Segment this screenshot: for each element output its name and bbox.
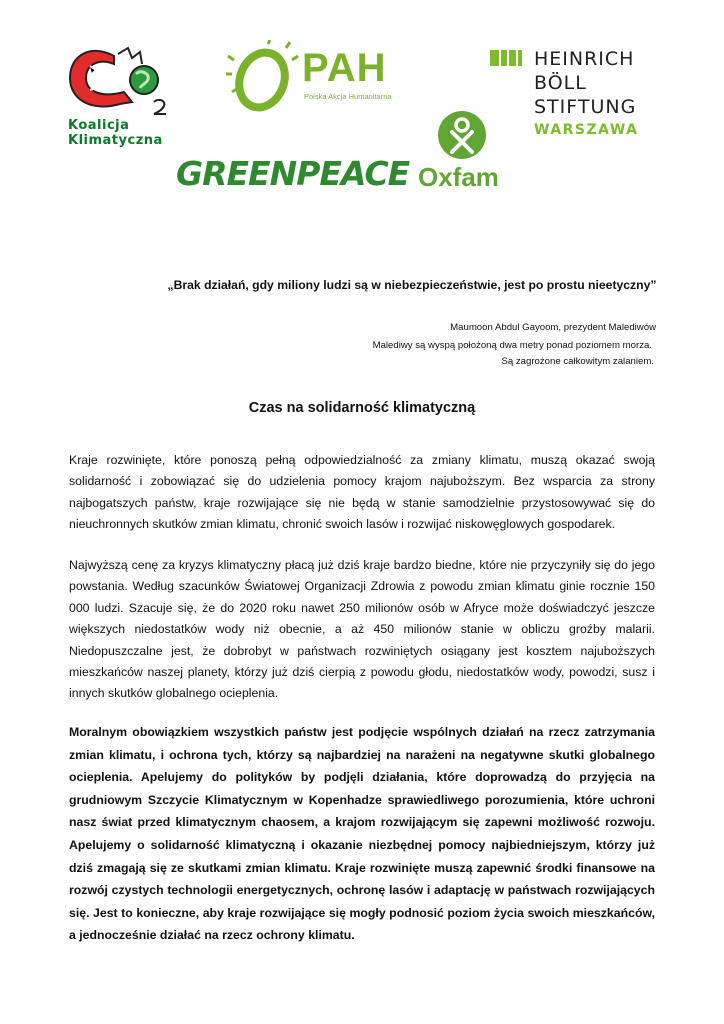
pah-logo	[226, 40, 402, 112]
greenpeace-name: GREENPEACE	[176, 154, 410, 193]
oxfam-person-icon	[416, 110, 506, 162]
co2-mouth-icon	[62, 42, 182, 116]
boll-line-3: STIFTUNG	[534, 96, 637, 118]
pah-subtitle: Polska Akcja Humanitarna	[304, 92, 392, 101]
boll-line-1: HEINRICH	[534, 48, 635, 70]
paragraph-1: Kraje rozwinięte, które ponoszą pełną odpowiedzialność za zmiany klimatu, muszą okazać swoją solidarność i zobowiązać się do udzielenia pomocy krajom najuboższym. Bez wsparcia za strony najbogatszych państw, kraje rozwijające się nie będą w stanie samodzielnie przystosowywać się do nieuchronnych skutków zmian klimatu, chronić swoich lasów i rozwijać niskowęglowych gospodarek.	[69, 453, 655, 532]
paragraph-2: Najwyższą cenę za kryzys klimatyczny płacą już dziś kraje bardzo biedne, które nie przyczyniły się do jego powstania. Według szacunków Światowej Organizacji Zdrowia z powodu zmian klimatu ginie rocznie 150 000 ludzi. Szacuje się, że do 2020 roku nawet 250 milionów osób w Afryce może doświadczyć jeszcze większych niedostatków wody niż obecnie, a aż 450 milionów stanie w obliczu groźby malarii. Niedopuszczalne jest, że dobrobyt w państwach rozwiniętych osiągany jest kosztem najuboższych mieszkańców naszej planety, którzy już dziś cierpią z powodu głodu, niedostatków wody, powodzi, susz i innych skutków globalnego ocieplenia.	[69, 558, 655, 701]
heinrich-boll-logo	[490, 48, 640, 140]
oxfam-logo	[416, 110, 506, 196]
paragraph-3: Moralnym obowiązkiem wszystkich państw jest podjęcie wspólnych działań na rzecz zatrzymania zmian klimatu, i ochrona tych, którzy są najbardziej na narażeni na negatywne skutki globalnego ocieplenia. Apelujemy do polityków by podjęli działania, które doprowadzą do przyjęcia na grudniowym Szczycie Klimatycznym w Kopenhadze sprawiedliwego porozumienia, które uchroni nasz świat przed klimatycznym chaosem, a krajom rozwijającym się zapewni możliwość rozwoju. Apelujemy o solidarność klimatyczną i okazanie niezbędnej pomocy najbiedniejszym, którzy już dziś zmagają się ze skutkami zmian klimatu. Kraje rozwinięte muszą zapewnić środki finansowe na rozwój czystych technologii energetycznych, ochronę lasów i adaptację w państwach rozwijających się. Jest to konieczne, aby kraje rozwijające się mogły podnosić poziom życia swoich mieszkańców, a jednocześnie działać na rzecz ochrony klimatu.	[69, 725, 655, 943]
koalicja-klimatyczna-name: Koalicja Klimatyczna	[68, 118, 163, 148]
pah-leaf-icon	[226, 40, 300, 112]
koalicja-klimatyczna-logo	[62, 42, 222, 148]
boll-bars-icon	[490, 50, 526, 66]
pah-name: PAH	[302, 46, 387, 90]
boll-line-2: BÖLL	[534, 72, 587, 94]
attribution-author: Maumoon Abdul Gayoom, prezydent Malediwów	[450, 322, 656, 333]
attribution-warning: Są zagrożone całkowitym zalaniem.	[501, 356, 654, 367]
oxfam-name: Oxfam	[418, 162, 499, 192]
page-title: Czas na solidarność klimatyczną	[248, 400, 476, 416]
boll-city: WARSZAWA	[534, 122, 639, 138]
attribution-note: Malediwy są wyspą położoną dwa metry ponad poziomem morza.	[372, 340, 652, 351]
greenpeace-logo	[176, 152, 410, 200]
opening-quote: „Brak działań, gdy miliony ludzi są w niebezpieczeństwie, jest po prostu nieetyczny”	[167, 278, 657, 292]
